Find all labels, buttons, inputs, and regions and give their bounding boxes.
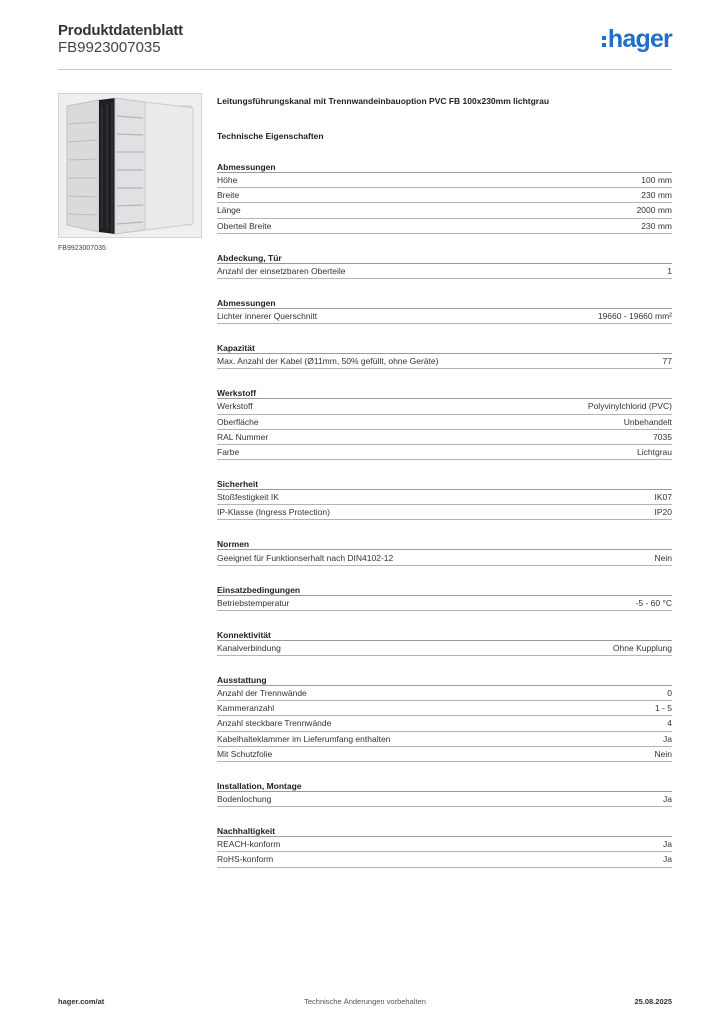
spec-label: Lichter innerer Querschnitt [217, 311, 318, 322]
page-footer [58, 997, 672, 1009]
spec-value: IP20 [654, 507, 672, 518]
product-title: Leitungsführungskanal mit Trennwandeinbauoption PVC FB 100x230mm lichtgrau [217, 96, 550, 106]
spec-label: Max. Anzahl der Kabel (Ø11mm, 50% gefüllt, ohne Geräte) [217, 356, 439, 367]
spec-group-title: Abmessungen [217, 297, 672, 309]
spec-value: 19660 - 19660 mm² [597, 311, 672, 322]
spec-row [217, 173, 672, 188]
spec-group [217, 780, 672, 807]
spec-group [217, 825, 672, 867]
spec-row [217, 792, 672, 807]
spec-row [217, 641, 672, 656]
spec-value: 1 [667, 265, 672, 276]
spec-value: 77 [662, 356, 672, 367]
spec-group-title: Nachhaltigkeit [217, 825, 672, 837]
spec-label: Oberteil Breite [217, 220, 272, 231]
spec-value: Polyvinylchlorid (PVC) [587, 401, 672, 412]
spec-value: IK07 [654, 492, 672, 503]
spec-value: -5 - 60 °C [635, 597, 672, 608]
spec-group-title: Ausstattung [217, 674, 672, 686]
spec-label: Breite [217, 190, 240, 201]
spec-row [217, 701, 672, 716]
spec-label: Höhe [217, 175, 238, 186]
spec-row [217, 430, 672, 445]
spec-row [217, 550, 672, 565]
spec-row [217, 686, 672, 701]
specification-content [217, 96, 672, 868]
document-title: Produktdatenblatt [58, 22, 183, 39]
spec-group-title: Konnektivität [217, 629, 672, 641]
spec-group [217, 584, 672, 611]
spec-label: RoHS-konform [217, 854, 274, 865]
page-header [58, 22, 672, 70]
spec-label: Geeignet für Funktionserhalt nach DIN4102-12 [217, 552, 394, 563]
spec-value: 100 mm [641, 175, 672, 186]
footer-notice: Technische Änderungen vorbehalten [304, 997, 426, 1006]
spec-label: REACH-konform [217, 839, 281, 850]
spec-row [217, 203, 672, 218]
section-title: Technische Eigenschaften [217, 131, 324, 141]
spec-label: Kammeranzahl [217, 703, 275, 714]
product-image [58, 93, 202, 238]
spec-group-title: Abmessungen [217, 161, 672, 173]
spec-label: Oberfläche [217, 416, 259, 427]
spec-value: Nein [654, 748, 672, 759]
spec-row [217, 399, 672, 414]
spec-row [217, 188, 672, 203]
spec-label: IP-Klasse (Ingress Protection) [217, 507, 330, 518]
spec-value: 1 - 5 [654, 703, 672, 714]
image-caption: FB9923007035 [58, 245, 106, 252]
spec-group [217, 387, 672, 460]
spec-label: Werkstoff [217, 401, 253, 412]
spec-label: Betriebstemperatur [217, 597, 290, 608]
spec-row [217, 264, 672, 279]
spec-group [217, 342, 672, 369]
spec-group-title: Normen [217, 538, 672, 550]
footer-website-link[interactable]: hager.com/at [58, 997, 105, 1006]
spec-value: 230 mm [641, 220, 672, 231]
spec-label: Anzahl der Trennwände [217, 688, 307, 699]
spec-row [217, 415, 672, 430]
spec-value: Ohne Kupplung [612, 642, 672, 653]
spec-row [217, 309, 672, 324]
logo-colon-icon [602, 30, 606, 48]
spec-value: Ja [663, 794, 672, 805]
spec-value: Ja [663, 839, 672, 850]
logo-text: hager [607, 25, 672, 53]
spec-row [217, 852, 672, 867]
cable-duct-product-image [59, 94, 201, 237]
spec-label: Anzahl steckbare Trennwände [217, 718, 332, 729]
spec-row [217, 354, 672, 369]
spec-label: Kabelhalteklammer im Lieferumfang enthalten [217, 733, 391, 744]
spec-value: Nein [654, 552, 672, 563]
spec-group-title: Abdeckung, Tür [217, 252, 672, 264]
spec-group [217, 478, 672, 520]
spec-label: RAL Nummer [217, 431, 269, 442]
spec-value: Unbehandelt [623, 416, 672, 427]
spec-group [217, 297, 672, 324]
spec-group [217, 252, 672, 279]
spec-label: Stoßfestigkeit IK [217, 492, 279, 503]
spec-value: Ja [663, 733, 672, 744]
spec-label: Bodenlochung [217, 794, 272, 805]
spec-row [217, 747, 672, 762]
spec-value: 0 [667, 688, 672, 699]
spec-label: Mit Schutzfolie [217, 748, 273, 759]
spec-row [217, 219, 672, 234]
hager-logo [602, 26, 672, 52]
spec-label: Länge [217, 205, 241, 216]
spec-row [217, 505, 672, 520]
footer-date: 25.08.2025 [634, 997, 672, 1006]
spec-value: 7035 [653, 431, 672, 442]
spec-row [217, 732, 672, 747]
spec-row [217, 596, 672, 611]
spec-value: 2000 mm [636, 205, 672, 216]
spec-value: Lichtgrau [637, 446, 672, 457]
spec-value: 230 mm [641, 190, 672, 201]
spec-label: Kanalverbindung [217, 642, 281, 653]
spec-row [217, 490, 672, 505]
spec-row [217, 716, 672, 731]
spec-group-title: Installation, Montage [217, 780, 672, 792]
spec-group [217, 538, 672, 565]
spec-row [217, 445, 672, 460]
spec-group-title: Einsatzbedingungen [217, 584, 672, 596]
spec-value: 4 [667, 718, 672, 729]
spec-row [217, 837, 672, 852]
spec-group-title: Kapazität [217, 342, 672, 354]
spec-group [217, 161, 672, 234]
spec-group [217, 629, 672, 656]
spec-group-title: Sicherheit [217, 478, 672, 490]
product-code: FB9923007035 [58, 39, 161, 56]
spec-group [217, 674, 672, 762]
spec-label: Anzahl der einsetzbaren Oberteile [217, 265, 346, 276]
spec-label: Farbe [217, 446, 240, 457]
spec-groups [217, 161, 672, 868]
spec-value: Ja [663, 854, 672, 865]
spec-group-title: Werkstoff [217, 387, 672, 399]
